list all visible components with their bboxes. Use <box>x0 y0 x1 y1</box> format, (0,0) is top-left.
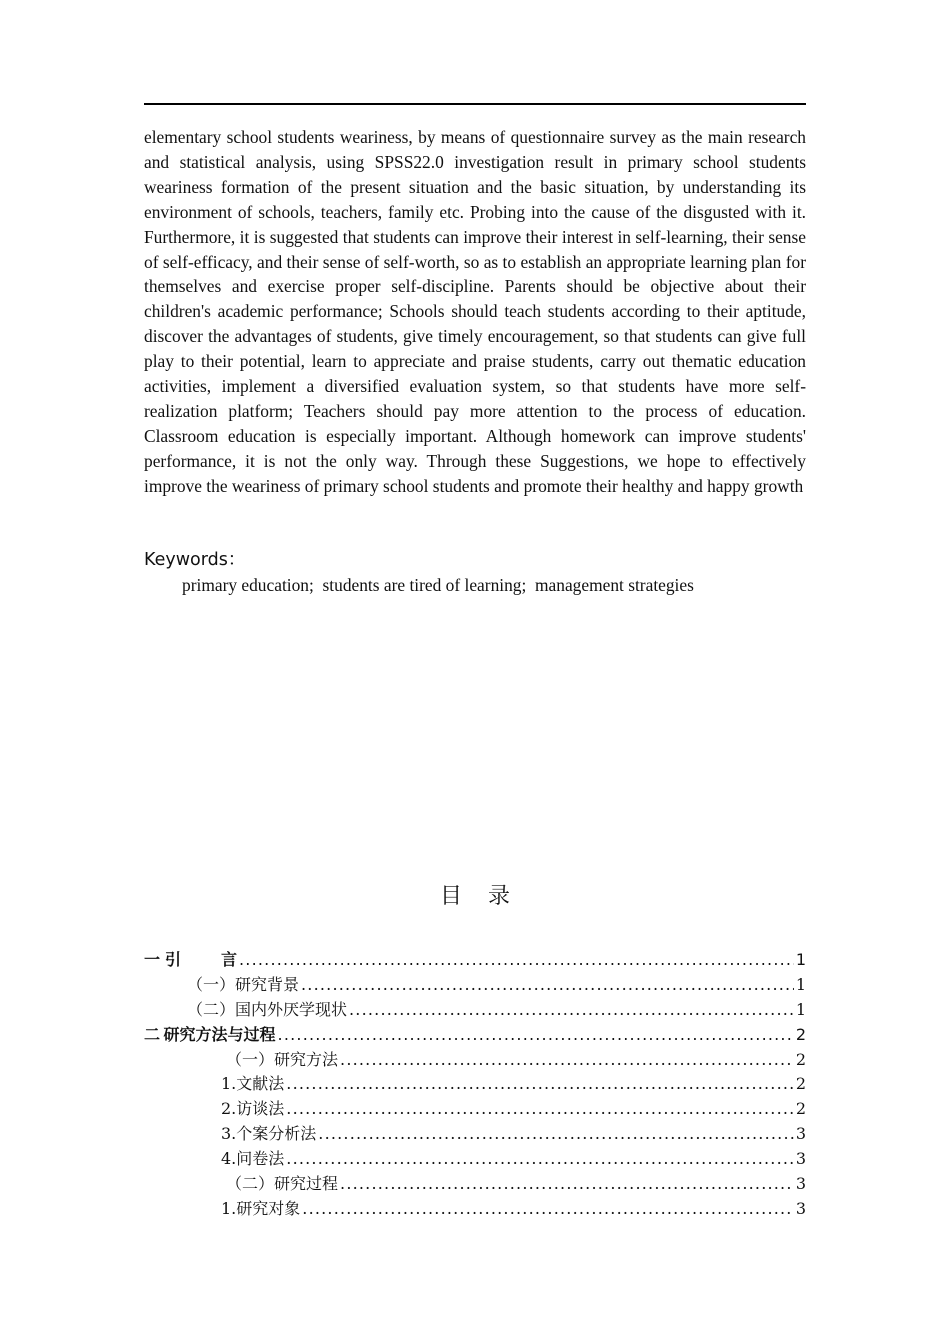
toc-entry-introduction[interactable] <box>144 947 806 972</box>
toc-entry-label: （一）研究背景 <box>187 974 300 994</box>
toc-leader-dots <box>340 1050 794 1069</box>
toc-page-number: 2 <box>795 1099 806 1119</box>
toc-leader-dots <box>340 1174 794 1193</box>
toc-entry-label <box>165 947 237 970</box>
toc-entry-methods-and-process[interactable] <box>144 1022 806 1047</box>
keywords-terms: primary education; students are tired of learning; management strategies <box>182 575 694 595</box>
toc-leader-dots <box>286 1074 794 1093</box>
toc-title-char: 目 <box>439 884 462 909</box>
toc-leader-dots <box>239 950 794 969</box>
toc-entry-number: 2. <box>221 1099 237 1119</box>
toc-entry-label: 研究对象 <box>236 1198 301 1218</box>
toc-leader-dots <box>302 1199 794 1218</box>
toc-entry-case-analysis[interactable] <box>144 1121 806 1146</box>
toc-entry-label-char: 言 <box>221 950 238 969</box>
toc-entry-label: 访谈法 <box>236 1099 285 1119</box>
toc-entry-interview-method[interactable] <box>144 1096 806 1121</box>
toc-entry-label: （二）国内外厌学现状 <box>187 999 348 1019</box>
toc-page-number: 2 <box>795 1049 806 1069</box>
toc-page-number: 2 <box>795 1074 806 1094</box>
toc-page-number: 3 <box>795 1198 806 1218</box>
toc-leader-dots <box>286 1149 794 1168</box>
toc-entry-label: 研究方法 <box>274 1049 339 1069</box>
toc-page-number: 1 <box>795 974 806 994</box>
toc-title-char: 录 <box>488 884 511 909</box>
toc-entry-research-methods[interactable] <box>144 1047 806 1072</box>
toc-leader-dots <box>286 1099 794 1118</box>
toc-entry-literature-method[interactable] <box>144 1071 806 1096</box>
toc-page-number: 3 <box>795 1174 806 1194</box>
toc-entry-research-process[interactable] <box>144 1171 806 1196</box>
keywords-label: Keywords： <box>144 550 246 570</box>
toc-entry-number: 1. <box>221 1198 237 1218</box>
toc-page-number: 1 <box>795 950 806 969</box>
toc-leader-dots <box>318 1124 794 1143</box>
header-rule <box>144 103 806 105</box>
toc-entry-number: 二 <box>144 1024 161 1044</box>
toc-entry-number: 4. <box>221 1149 237 1169</box>
toc-page-number: 2 <box>795 1024 806 1044</box>
toc-entry-questionnaire[interactable] <box>144 1146 806 1171</box>
toc-entry-number: 1. <box>221 1074 237 1094</box>
toc-leader-dots <box>349 1000 794 1019</box>
abstract-body: elementary school students weariness, by means of questionnaire survey as the main research and statistical analysis, using SPSS22.0 investigation result in primary school students weariness formation of the present situation and the basic situation, by understanding its environment of schools, teachers, family etc. Probing into the cause of the disgusted with it. Furthermore, it is suggested that students can improve their interest in self-learning, their sense of self-efficacy, and their sense of self-worth, so as to establish an appropriate learning plan for themselves and exercise proper self-discipline. Parents should be objective about their children's academic performance; Schools should teach students according to their aptitude, discover the advantages of students, give timely encouragement, so that students can give full play to their potential, learn to appreciate and praise students, carry out thematic education activities, implement a diversified evaluation system, so that students have more self-realization platform; Teachers should pay more attention to the process of education. Classroom education is especially important. Although homework can improve students' performance, it is not the only way. Through these Suggestions, we hope to effectively improve the weariness of primary school students and promote their healthy and happy growth <box>144 127 806 496</box>
toc-title <box>0 882 950 912</box>
toc-page-number: 3 <box>795 1149 806 1169</box>
toc-entry-label: 研究过程 <box>274 1174 339 1194</box>
toc-entry-label: 个案分析法 <box>236 1124 317 1144</box>
toc-leader-dots <box>278 1025 794 1044</box>
toc-entry-label: 研究方法与过程 <box>163 1024 276 1044</box>
toc-entry-number: 3. <box>221 1124 237 1144</box>
toc-entry-research-subjects[interactable] <box>144 1196 806 1221</box>
toc-entry-current-status[interactable] <box>144 997 806 1022</box>
toc-entry-research-background[interactable] <box>144 972 806 997</box>
toc-entry-number: 一 <box>144 950 161 969</box>
toc-entry-number: （二） <box>226 1174 275 1194</box>
toc-entry-label-char: 引 <box>164 950 181 969</box>
toc-entry-label: 文献法 <box>236 1074 285 1094</box>
table-of-contents <box>144 947 806 1221</box>
toc-entry-label: 问卷法 <box>236 1149 285 1169</box>
toc-page-number: 1 <box>795 999 806 1019</box>
toc-leader-dots <box>301 975 794 994</box>
toc-page-number: 3 <box>795 1124 806 1144</box>
toc-entry-number: （一） <box>226 1049 275 1069</box>
